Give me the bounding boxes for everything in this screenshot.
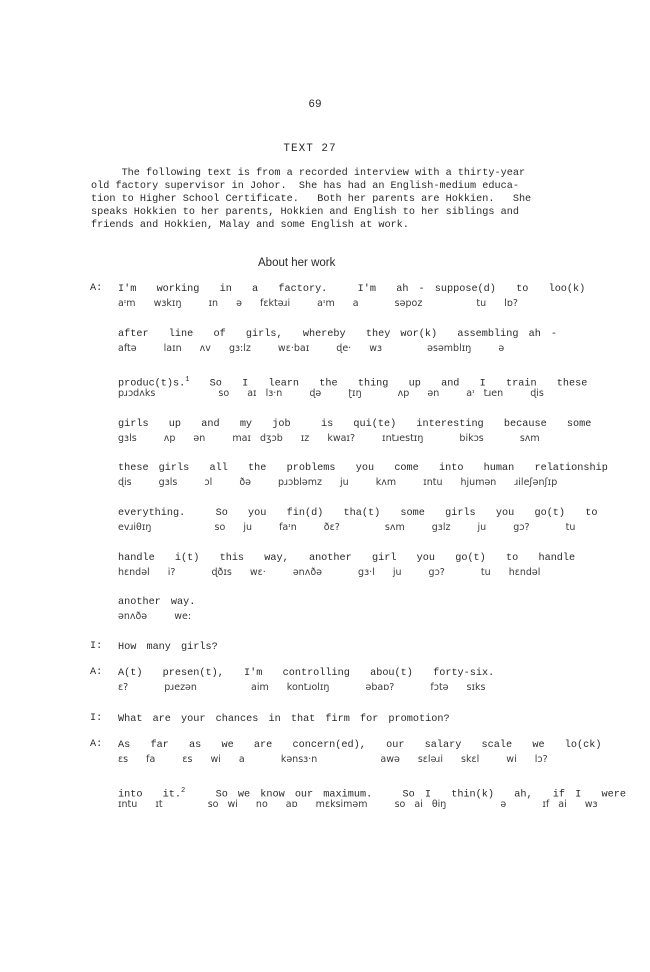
speaker-label: A: xyxy=(90,283,103,294)
english-line: another way. xyxy=(118,597,196,608)
intro-line: speaks Hokkien to her parents, Hokkien and English to her siblings and xyxy=(91,207,519,218)
english-line xyxy=(118,784,626,801)
english-line: I'm working in a factory. I'm ah - suppose(d) to loo(k) xyxy=(118,284,586,295)
english-line: girls up and my job is qui(te) interesting because some xyxy=(118,419,592,430)
phonetic-line: ɛs fa ɛs wi a kənsɜ·n awə sɛləɹi skɛl wi lɔ? xyxy=(118,754,548,765)
phonetic-line: pɹɔdʌks so aɪ lɜ·n ɖə ʈɪŋ ʌp ən aᶦ tɹen ɖis xyxy=(118,388,544,399)
english-line: As far as we are concern(ed), our salary scale we lo(ck) xyxy=(118,740,602,751)
speaker-label: I: xyxy=(90,641,103,652)
phonetic-line: ənʌðə we: xyxy=(118,611,192,622)
english-line: after line of girls, whereby they wor(k) assembling ah - xyxy=(118,329,558,340)
footnote-marker: 1 xyxy=(185,376,190,384)
english-line: What are your chances in that firm for promotion? xyxy=(118,714,450,725)
intro-line: tion to Higher School Certificate. Both her parents are Hokkien. She xyxy=(91,194,532,205)
intro-line: The following text is from a recorded interview with a thirty-year xyxy=(91,168,526,179)
section-subheading: About her work xyxy=(258,257,336,269)
speaker-label: I: xyxy=(90,713,103,724)
phonetic-line: aᶦm wɜkɪŋ ɪn ə fɛktəɹi aᶦm a səpoz tu lɒ? xyxy=(118,298,518,309)
english-text: into it. xyxy=(118,789,182,801)
speaker-label: A: xyxy=(90,739,103,750)
phonetic-line: ɖis gɜls ɔl ðə pɹɔbləmz ju kʌm ɪntu hjumən ɹileʃənʃɪp xyxy=(118,477,558,488)
phonetic-line: aftə laɪn ʌv gɜ:lz wɛ·baɪ ɖe· wɜ əsəmblɪŋ ə xyxy=(118,343,505,354)
phonetic-line: hɛndəl i? ɖðɪs wɛ· ənʌðə gɜ·l ju gɔ? tu hɛndəl xyxy=(118,567,541,578)
phonetic-line: ɛ? pɹezən aim kontɹolɪŋ əbaɒ? fɔtə sɪks xyxy=(118,682,486,693)
page-number: 69 xyxy=(308,99,322,111)
english-line: How many girls? xyxy=(118,642,218,653)
footnote-marker: 2 xyxy=(181,787,186,795)
intro-paragraph xyxy=(91,167,561,232)
intro-line: old factory supervisor in Johor. She has had an English-medium educa- xyxy=(91,181,519,192)
english-line: A(t) presen(t), I'm controlling abou(t) forty-six. xyxy=(118,668,495,679)
english-text: So we know our maximum. So I thin(k) ah, if I were xyxy=(185,789,626,801)
english-line xyxy=(118,373,588,390)
intro-line: friends and Hokkien, Malay and some English at work. xyxy=(91,220,409,231)
text-title: TEXT 27 xyxy=(283,143,337,155)
speaker-label: A: xyxy=(90,667,103,678)
english-line: everything. So you fin(d) tha(t) some girls you go(t) to xyxy=(118,508,598,519)
english-text: produc(t)s. xyxy=(118,378,186,390)
phonetic-line: evɹiθɪŋ so ju faᶦn ðɛ? sʌm gɜlz ju gɔ? tu xyxy=(118,522,576,533)
english-text: So I learn the thing up and I train these xyxy=(189,378,588,390)
english-line: handle i(t) this way, another girl you go(t) to handle xyxy=(118,553,576,564)
english-line: these girls all the problems you come into human relationship xyxy=(118,463,608,474)
phonetic-line: ɪntu ɪt so wi no aɒ mɛksiməm so ai θiŋ ə ɪf ai wɜ xyxy=(118,799,598,810)
phonetic-line: gɜls ʌp ən maɪ dʒɔb ɪz kwaɪ? ɪntɹestɪŋ bikɔs sʌm xyxy=(118,433,540,444)
